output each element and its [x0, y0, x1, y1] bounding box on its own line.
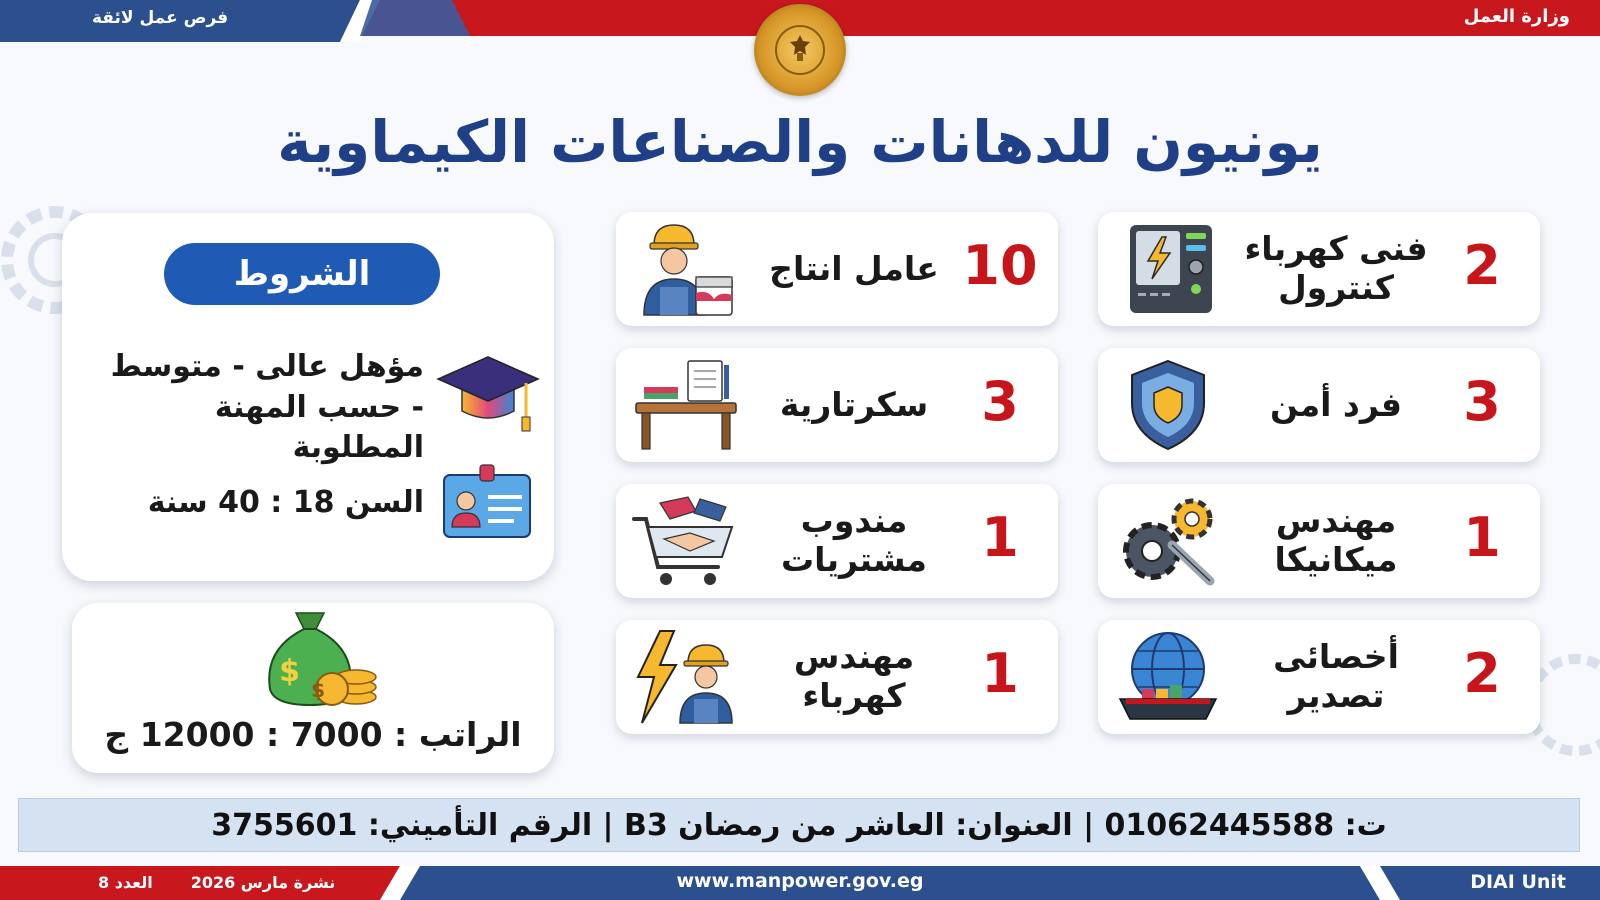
job-title: عامل انتاج	[769, 248, 939, 288]
salary-card	[72, 603, 554, 773]
conditions-card	[62, 213, 554, 581]
website-link[interactable]: www.manpower.gov.eg	[676, 870, 924, 892]
money-bag-icon	[260, 609, 380, 709]
contact-bar	[18, 798, 1580, 852]
svg-text:$: $	[279, 654, 300, 689]
shopping-cart-handshake-icon	[630, 493, 742, 589]
company-title: يونيون للدهانات والصناعات الكيماوية	[277, 108, 1323, 176]
qualification-text: مؤهل عالى - متوسط - حسب المهنة المطلوبة	[110, 349, 424, 465]
age-text: السن 18 : 40 سنة	[147, 485, 424, 520]
issue-number: العدد 8	[98, 873, 153, 892]
job-count: 1	[981, 506, 1019, 569]
contact-text: ت: 01062445588 | العنوان: العاشر من رمضان B3 | الرقم التأميني: 3755601	[211, 807, 1387, 843]
gear-wrench-icon	[1112, 493, 1224, 589]
secretary-desk-icon	[630, 357, 742, 453]
job-title: مهندس كهرباء	[793, 637, 915, 715]
job-card-control-electrician[interactable]	[1098, 212, 1540, 326]
job-count: 2	[1463, 642, 1501, 705]
graduation-cap-icon	[436, 349, 540, 435]
job-title: فرد أمن	[1270, 384, 1402, 424]
unit-label: DIAI Unit	[1470, 871, 1566, 893]
job-title: سكرتارية	[779, 384, 929, 424]
ministry-label: وزارة العمل	[1463, 6, 1570, 27]
job-title: أخصائى تصدير	[1273, 637, 1399, 715]
job-title: مندوب مشتريات	[781, 501, 927, 579]
salary-text: الراتب : 7000 : 12000 ج	[104, 715, 522, 754]
job-count: 1	[1463, 506, 1501, 569]
control-panel-icon	[1112, 221, 1224, 317]
svg-text:$: $	[311, 678, 325, 702]
eagle-emblem-icon	[788, 33, 812, 63]
production-worker-icon	[630, 221, 742, 317]
bottom-banner	[0, 866, 1600, 900]
job-card-security-guard[interactable]	[1098, 348, 1540, 462]
job-count: 10	[962, 234, 1038, 297]
job-card-export-specialist[interactable]	[1098, 620, 1540, 734]
job-card-mechanical-engineer[interactable]	[1098, 484, 1540, 598]
job-card-production-worker[interactable]	[616, 212, 1058, 326]
job-card-secretary[interactable]	[616, 348, 1058, 462]
bulletin-issue	[60, 873, 335, 892]
globe-ship-icon	[1112, 629, 1224, 725]
job-title: مهندس ميكانيكا	[1274, 501, 1398, 579]
job-count: 2	[1463, 234, 1501, 297]
job-count: 1	[981, 642, 1019, 705]
decent-jobs-label: فرص عمل لائقة	[92, 8, 229, 28]
job-card-purchasing-rep[interactable]	[616, 484, 1058, 598]
ministry-seal-logo	[754, 4, 846, 96]
id-card-icon	[442, 463, 532, 539]
job-count: 3	[1463, 370, 1501, 433]
security-shield-icon	[1112, 357, 1224, 453]
job-count: 3	[981, 370, 1019, 433]
conditions-header: الشروط	[164, 243, 440, 305]
job-title: فنى كهرباء كنترول	[1244, 229, 1428, 307]
job-card-electrical-engineer[interactable]	[616, 620, 1058, 734]
bulletin-label: نشرة مارس 2026	[190, 873, 336, 892]
electrical-engineer-icon	[630, 629, 742, 725]
